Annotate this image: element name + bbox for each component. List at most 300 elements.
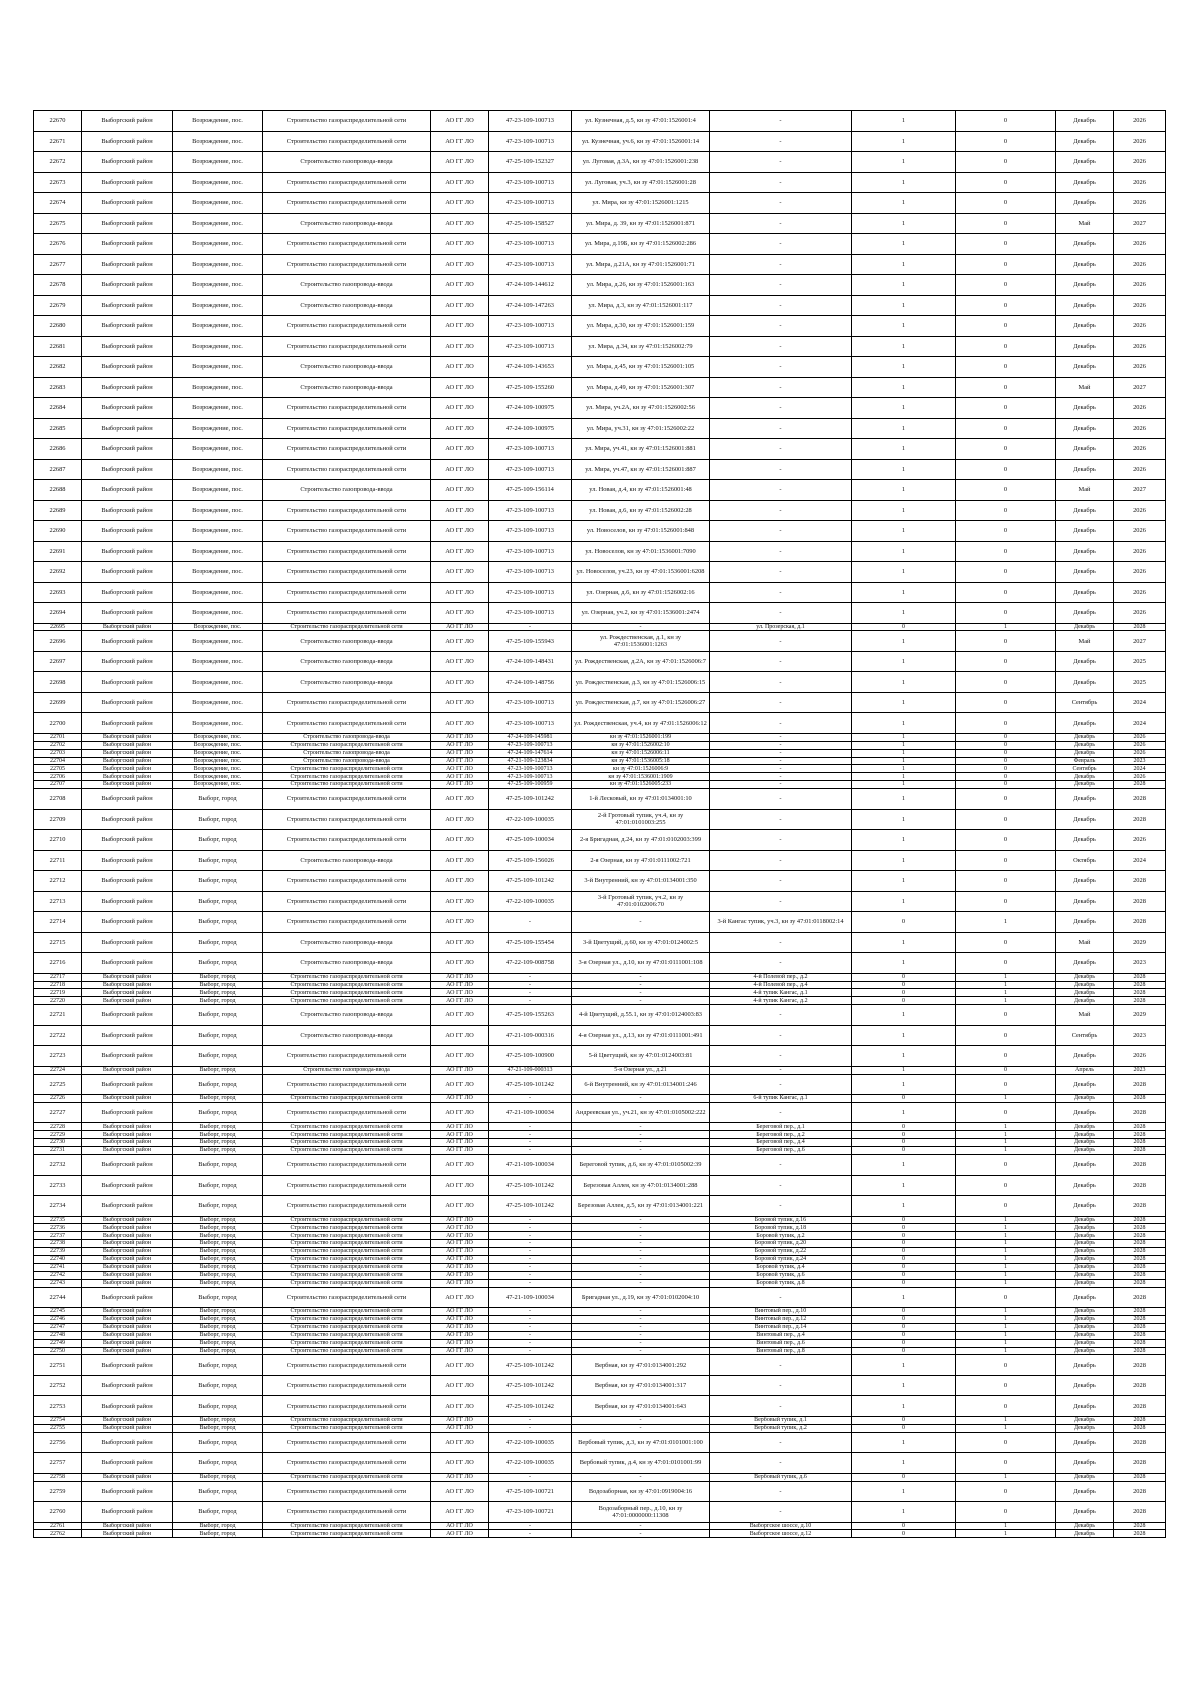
target-address-cell: 4-й тупик Кангас, д.1: [710, 989, 852, 997]
settlement-cell: Возрождение, пос.: [173, 131, 263, 152]
organization-cell: АО ГГ ЛО: [431, 1287, 489, 1308]
row-number: 22688: [34, 480, 82, 501]
work-type-cell: Строительство газораспределительной сети: [263, 234, 431, 255]
table-row: [34, 1355, 1166, 1376]
settlement-cell: Возрождение, пос.: [173, 773, 263, 781]
registration-number-cell: 47-24-109-148756: [489, 672, 572, 693]
work-type-cell: Строительство газораспределительной сети: [263, 830, 431, 851]
district-cell: Выборгский район: [82, 1416, 173, 1424]
row-number: 22694: [34, 603, 82, 624]
row-number: 22759: [34, 1481, 82, 1502]
work-type-cell: Строительство газораспределительной сети: [263, 1139, 431, 1147]
row-number: 22751: [34, 1355, 82, 1376]
district-cell: Выборгский район: [82, 1323, 173, 1331]
month-cell: Декабрь: [1056, 500, 1114, 521]
target-address-cell: 6-й тупик Кангас, д.1: [710, 1095, 852, 1103]
work-type-cell: Строительство газораспределительной сети: [263, 1102, 431, 1123]
row-number: 22698: [34, 672, 82, 693]
month-cell: Декабрь: [1056, 111, 1114, 132]
year-cell: 2028: [1114, 1287, 1166, 1308]
target-address-cell: -: [710, 1355, 852, 1376]
district-cell: Выборгский район: [82, 773, 173, 781]
month-cell: Декабрь: [1056, 562, 1114, 583]
work-type-cell: Строительство газораспределительной сети: [263, 193, 431, 214]
year-cell: 2028: [1114, 781, 1166, 789]
year-cell: 2028: [1114, 1473, 1166, 1481]
row-number: 22709: [34, 809, 82, 830]
flag-a-cell: 0: [852, 1271, 956, 1279]
registration-number-cell: -: [489, 1347, 572, 1355]
year-cell: 2028: [1114, 1147, 1166, 1155]
year-cell: 2028: [1114, 1355, 1166, 1376]
address-cadastral-cell: ул. Рождественская, д.1, кн зу 47:01:1536001:1263: [572, 631, 710, 652]
work-type-cell: Строительство газораспределительной сети: [263, 1347, 431, 1355]
row-number: 22719: [34, 989, 82, 997]
address-cadastral-cell: -: [572, 1248, 710, 1256]
flag-b-cell: 1: [956, 989, 1056, 997]
address-cadastral-cell: -: [572, 1240, 710, 1248]
table-row: [34, 152, 1166, 173]
settlement-cell: Выборг, город: [173, 1131, 263, 1139]
organization-cell: АО ГГ ЛО: [431, 1123, 489, 1131]
flag-a-cell: 1: [852, 152, 956, 173]
registration-number-cell: -: [489, 1263, 572, 1271]
flag-b-cell: 0: [956, 850, 1056, 871]
month-cell: Декабрь: [1056, 1139, 1114, 1147]
flag-b-cell: 1: [956, 1147, 1056, 1155]
registration-number-cell: 47-24-109-100975: [489, 418, 572, 439]
work-type-cell: Строительство газораспределительной сети: [263, 713, 431, 734]
target-address-cell: Боровой тупик, д.20: [710, 1240, 852, 1248]
target-address-cell: Вербовый тупик, д.2: [710, 1424, 852, 1432]
flag-b-cell: 0: [956, 1025, 1056, 1046]
district-cell: Выборгский район: [82, 1074, 173, 1095]
district-cell: Выборгский район: [82, 809, 173, 830]
flag-b-cell: 1: [956, 1315, 1056, 1323]
month-cell: Декабрь: [1056, 336, 1114, 357]
flag-b-cell: 0: [956, 773, 1056, 781]
work-type-cell: Строительство газораспределительной сети: [263, 1339, 431, 1347]
year-cell: 2024: [1114, 692, 1166, 713]
address-cadastral-cell: ул. Рождественская, д.2А, кн зу 47:01:1526006:7: [572, 651, 710, 672]
flag-a-cell: 0: [852, 1308, 956, 1316]
target-address-cell: -: [710, 295, 852, 316]
settlement-cell: Выборг, город: [173, 1102, 263, 1123]
work-type-cell: Строительство газораспределительной сети: [263, 398, 431, 419]
flag-b-cell: 1: [956, 1308, 1056, 1316]
year-cell: 2023: [1114, 757, 1166, 765]
flag-a-cell: 1: [852, 1005, 956, 1026]
flag-a-cell: 1: [852, 891, 956, 912]
district-cell: Выборгский район: [82, 1155, 173, 1176]
settlement-cell: Возрождение, пос.: [173, 234, 263, 255]
table-row: [34, 1255, 1166, 1263]
flag-a-cell: 0: [852, 1530, 956, 1538]
month-cell: Декабрь: [1056, 1432, 1114, 1453]
address-cadastral-cell: -: [572, 1530, 710, 1538]
settlement-cell: Выборг, город: [173, 989, 263, 997]
address-cadastral-cell: -: [572, 1216, 710, 1224]
table-row: [34, 1279, 1166, 1287]
work-type-cell: Строительство газопровода-ввода: [263, 631, 431, 652]
month-cell: Декабрь: [1056, 357, 1114, 378]
organization-cell: АО ГГ ЛО: [431, 1255, 489, 1263]
table-row: [34, 1196, 1166, 1217]
registration-number-cell: 47-24-109-147263: [489, 295, 572, 316]
target-address-cell: -: [710, 418, 852, 439]
flag-a-cell: 1: [852, 1432, 956, 1453]
address-cadastral-cell: ул. Мира, уч.47, кн зу 47:01:1526001:887: [572, 459, 710, 480]
settlement-cell: Выборг, город: [173, 1196, 263, 1217]
target-address-cell: -: [710, 603, 852, 624]
row-number: 22715: [34, 932, 82, 953]
address-cadastral-cell: 6-й Внутренний, кн зу 47:01:0134001:246: [572, 1074, 710, 1095]
year-cell: 2026: [1114, 275, 1166, 296]
registration-number-cell: 47-25-109-100959: [489, 781, 572, 789]
work-type-cell: Строительство газопровода-ввода: [263, 1066, 431, 1074]
flag-b-cell: 0: [956, 1502, 1056, 1523]
schedule-table: [33, 110, 1166, 1538]
settlement-cell: Выборг, город: [173, 1453, 263, 1474]
target-address-cell: Винтовый пер., д.6: [710, 1339, 852, 1347]
flag-a-cell: 1: [852, 275, 956, 296]
year-cell: 2028: [1114, 1323, 1166, 1331]
flag-a-cell: 1: [852, 1481, 956, 1502]
work-type-cell: Строительство газопровода-ввода: [263, 275, 431, 296]
table-row: [34, 981, 1166, 989]
district-cell: Выборгский район: [82, 1375, 173, 1396]
flag-b-cell: 0: [956, 891, 1056, 912]
month-cell: Декабрь: [1056, 418, 1114, 439]
year-cell: 2024: [1114, 713, 1166, 734]
settlement-cell: Выборг, город: [173, 789, 263, 810]
settlement-cell: Возрождение, пос.: [173, 172, 263, 193]
target-address-cell: -: [710, 521, 852, 542]
district-cell: Выборгский район: [82, 254, 173, 275]
organization-cell: АО ГГ ЛО: [431, 1248, 489, 1256]
year-cell: 2023: [1114, 1025, 1166, 1046]
table-row: [34, 765, 1166, 773]
district-cell: Выборгский район: [82, 989, 173, 997]
registration-number-cell: -: [489, 1271, 572, 1279]
flag-b-cell: 1: [956, 1224, 1056, 1232]
table-row: [34, 316, 1166, 337]
month-cell: Декабрь: [1056, 981, 1114, 989]
row-number: 22755: [34, 1424, 82, 1432]
work-type-cell: Строительство газопровода-ввода: [263, 953, 431, 974]
target-address-cell: -: [710, 1102, 852, 1123]
table-row: [34, 1175, 1166, 1196]
address-cadastral-cell: -: [572, 1263, 710, 1271]
work-type-cell: Строительство газораспределительной сети: [263, 809, 431, 830]
settlement-cell: Выборг, город: [173, 1530, 263, 1538]
registration-number-cell: -: [489, 1530, 572, 1538]
table-row: [34, 295, 1166, 316]
work-type-cell: Строительство газопровода-ввода: [263, 850, 431, 871]
registration-number-cell: 47-23-109-100713: [489, 692, 572, 713]
target-address-cell: -: [710, 1375, 852, 1396]
flag-b-cell: 0: [956, 871, 1056, 892]
district-cell: Выборгский район: [82, 336, 173, 357]
year-cell: 2026: [1114, 582, 1166, 603]
registration-number-cell: 47-25-109-156114: [489, 480, 572, 501]
work-type-cell: Строительство газопровода-ввода: [263, 152, 431, 173]
organization-cell: АО ГГ ЛО: [431, 234, 489, 255]
month-cell: Декабрь: [1056, 152, 1114, 173]
registration-number-cell: 47-25-109-100034: [489, 830, 572, 851]
settlement-cell: Возрождение, пос.: [173, 152, 263, 173]
flag-b-cell: 1: [956, 1530, 1056, 1538]
row-number: 22762: [34, 1530, 82, 1538]
organization-cell: АО ГГ ЛО: [431, 1432, 489, 1453]
address-cadastral-cell: Водозаборный пер., д.10, кн зу 47:01:0000000:11308: [572, 1502, 710, 1523]
row-number: 22741: [34, 1263, 82, 1271]
settlement-cell: Выборг, город: [173, 997, 263, 1005]
target-address-cell: Боровой тупик, д.4: [710, 1263, 852, 1271]
month-cell: Май: [1056, 377, 1114, 398]
flag-a-cell: 1: [852, 830, 956, 851]
settlement-cell: Выборг, город: [173, 1279, 263, 1287]
target-address-cell: -: [710, 765, 852, 773]
table-row: [34, 1248, 1166, 1256]
table-row: [34, 1005, 1166, 1026]
work-type-cell: Строительство газораспределительной сети: [263, 562, 431, 583]
flag-a-cell: 1: [852, 603, 956, 624]
address-cadastral-cell: ул. Мира, д. 39, кн зу 47:01:1526001:871: [572, 213, 710, 234]
organization-cell: АО ГГ ЛО: [431, 989, 489, 997]
settlement-cell: Выборг, город: [173, 1323, 263, 1331]
row-number: 22706: [34, 773, 82, 781]
month-cell: Декабрь: [1056, 1123, 1114, 1131]
district-cell: Выборгский район: [82, 603, 173, 624]
address-cadastral-cell: ул. Кузнечная, уч.6, кн зу 47:01:1526001:14: [572, 131, 710, 152]
flag-b-cell: 0: [956, 1287, 1056, 1308]
work-type-cell: Строительство газораспределительной сети: [263, 418, 431, 439]
settlement-cell: Возрождение, пос.: [173, 713, 263, 734]
target-address-cell: Береговой пер., д.2: [710, 1131, 852, 1139]
flag-a-cell: 1: [852, 651, 956, 672]
flag-b-cell: 1: [956, 997, 1056, 1005]
registration-number-cell: -: [489, 1216, 572, 1224]
row-number: 22676: [34, 234, 82, 255]
address-cadastral-cell: -: [572, 1131, 710, 1139]
settlement-cell: Выборг, город: [173, 973, 263, 981]
flag-a-cell: 0: [852, 989, 956, 997]
work-type-cell: Строительство газораспределительной сети: [263, 316, 431, 337]
flag-b-cell: 1: [956, 1240, 1056, 1248]
organization-cell: АО ГГ ЛО: [431, 932, 489, 953]
row-number: 22671: [34, 131, 82, 152]
address-cadastral-cell: -: [572, 1424, 710, 1432]
flag-a-cell: 1: [852, 316, 956, 337]
address-cadastral-cell: -: [572, 1347, 710, 1355]
work-type-cell: Строительство газораспределительной сети: [263, 1481, 431, 1502]
district-cell: Выборгский район: [82, 1255, 173, 1263]
registration-number-cell: 47-23-109-100713: [489, 603, 572, 624]
year-cell: 2025: [1114, 651, 1166, 672]
month-cell: Декабрь: [1056, 316, 1114, 337]
year-cell: 2028: [1114, 1279, 1166, 1287]
work-type-cell: Строительство газораспределительной сети: [263, 891, 431, 912]
registration-number-cell: 47-23-109-100713: [489, 500, 572, 521]
row-number: 22731: [34, 1147, 82, 1155]
target-address-cell: -: [710, 733, 852, 741]
month-cell: Апрель: [1056, 1066, 1114, 1074]
row-number: 22740: [34, 1255, 82, 1263]
target-address-cell: Винтовый пер., д.4: [710, 1331, 852, 1339]
address-cadastral-cell: Вербная, кн зу 47:01:0134001:292: [572, 1355, 710, 1376]
organization-cell: АО ГГ ЛО: [431, 912, 489, 933]
organization-cell: АО ГГ ЛО: [431, 757, 489, 765]
organization-cell: АО ГГ ЛО: [431, 651, 489, 672]
target-address-cell: Вербовый тупик, д.1: [710, 1416, 852, 1424]
target-address-cell: -: [710, 111, 852, 132]
flag-a-cell: 1: [852, 749, 956, 757]
registration-number-cell: -: [489, 1248, 572, 1256]
row-number: 22728: [34, 1123, 82, 1131]
flag-a-cell: 1: [852, 254, 956, 275]
year-cell: 2028: [1114, 1375, 1166, 1396]
settlement-cell: Выборг, город: [173, 1308, 263, 1316]
year-cell: 2028: [1114, 1315, 1166, 1323]
settlement-cell: Выборг, город: [173, 850, 263, 871]
settlement-cell: Возрождение, пос.: [173, 765, 263, 773]
year-cell: 2026: [1114, 500, 1166, 521]
district-cell: Выборгский район: [82, 1315, 173, 1323]
row-number: 22677: [34, 254, 82, 275]
settlement-cell: Выборг, город: [173, 1074, 263, 1095]
row-number: 22743: [34, 1279, 82, 1287]
settlement-cell: Выборг, город: [173, 953, 263, 974]
flag-a-cell: 1: [852, 789, 956, 810]
organization-cell: АО ГГ ЛО: [431, 850, 489, 871]
month-cell: Декабрь: [1056, 398, 1114, 419]
target-address-cell: -: [710, 459, 852, 480]
registration-number-cell: 47-23-109-100713: [489, 316, 572, 337]
row-number: 22713: [34, 891, 82, 912]
year-cell: 2028: [1114, 989, 1166, 997]
month-cell: Декабрь: [1056, 1155, 1114, 1176]
settlement-cell: Выборг, город: [173, 932, 263, 953]
flag-b-cell: 0: [956, 1355, 1056, 1376]
year-cell: 2029: [1114, 932, 1166, 953]
work-type-cell: Строительство газораспределительной сети: [263, 500, 431, 521]
table-row: [34, 1339, 1166, 1347]
work-type-cell: Строительство газораспределительной сети: [263, 1248, 431, 1256]
year-cell: 2027: [1114, 377, 1166, 398]
work-type-cell: Строительство газораспределительной сети: [263, 459, 431, 480]
month-cell: Май: [1056, 631, 1114, 652]
gasification-schedule-sheet: [33, 110, 1165, 1538]
registration-number-cell: -: [489, 1240, 572, 1248]
flag-b-cell: 1: [956, 912, 1056, 933]
month-cell: Декабрь: [1056, 623, 1114, 631]
flag-b-cell: 1: [956, 1522, 1056, 1530]
organization-cell: АО ГГ ЛО: [431, 1263, 489, 1271]
flag-a-cell: 1: [852, 131, 956, 152]
address-cadastral-cell: -: [572, 1279, 710, 1287]
district-cell: Выборгский район: [82, 418, 173, 439]
address-cadastral-cell: Березовая Аллея, кн зу 47:01:0134001:288: [572, 1175, 710, 1196]
year-cell: 2028: [1114, 1240, 1166, 1248]
organization-cell: АО ГГ ЛО: [431, 336, 489, 357]
settlement-cell: Возрождение, пос.: [173, 480, 263, 501]
target-address-cell: -: [710, 398, 852, 419]
target-address-cell: -: [710, 254, 852, 275]
flag-b-cell: 0: [956, 757, 1056, 765]
settlement-cell: Выборг, город: [173, 1502, 263, 1523]
district-cell: Выборгский район: [82, 1396, 173, 1417]
table-row: [34, 1263, 1166, 1271]
month-cell: Декабрь: [1056, 1416, 1114, 1424]
address-cadastral-cell: -: [572, 1224, 710, 1232]
target-address-cell: -: [710, 131, 852, 152]
district-cell: Выборгский район: [82, 891, 173, 912]
flag-a-cell: 0: [852, 1224, 956, 1232]
organization-cell: АО ГГ ЛО: [431, 275, 489, 296]
month-cell: Декабрь: [1056, 1453, 1114, 1474]
table-row: [34, 623, 1166, 631]
settlement-cell: Выборг, город: [173, 1355, 263, 1376]
district-cell: Выборгский район: [82, 357, 173, 378]
flag-a-cell: 0: [852, 1323, 956, 1331]
flag-b-cell: 0: [956, 377, 1056, 398]
registration-number-cell: 47-25-109-101242: [489, 1396, 572, 1417]
flag-a-cell: 1: [852, 741, 956, 749]
flag-a-cell: 0: [852, 623, 956, 631]
organization-cell: АО ГГ ЛО: [431, 623, 489, 631]
flag-b-cell: 0: [956, 1155, 1056, 1176]
flag-a-cell: 0: [852, 973, 956, 981]
registration-number-cell: 47-23-109-100713: [489, 172, 572, 193]
address-cadastral-cell: ул. Рождественская, уч.4, кн зу 47:01:1526006:12: [572, 713, 710, 734]
address-cadastral-cell: кн зу 47:01:1536001:1909: [572, 773, 710, 781]
work-type-cell: Строительство газопровода-ввода: [263, 932, 431, 953]
flag-b-cell: 0: [956, 439, 1056, 460]
organization-cell: АО ГГ ЛО: [431, 1396, 489, 1417]
month-cell: Декабрь: [1056, 1481, 1114, 1502]
settlement-cell: Выборг, город: [173, 830, 263, 851]
settlement-cell: Возрождение, пос.: [173, 733, 263, 741]
settlement-cell: Выборг, город: [173, 1432, 263, 1453]
flag-a-cell: 0: [852, 1232, 956, 1240]
work-type-cell: Строительство газораспределительной сети: [263, 254, 431, 275]
organization-cell: АО ГГ ЛО: [431, 172, 489, 193]
settlement-cell: Возрождение, пос.: [173, 692, 263, 713]
address-cadastral-cell: ул. Кузнечная, д.5, кн зу 47:01:1526001:4: [572, 111, 710, 132]
district-cell: Выборгский район: [82, 480, 173, 501]
work-type-cell: Строительство газораспределительной сети: [263, 1240, 431, 1248]
settlement-cell: Возрождение, пос.: [173, 275, 263, 296]
row-number: 22749: [34, 1339, 82, 1347]
settlement-cell: Выборг, город: [173, 1224, 263, 1232]
table-row: [34, 672, 1166, 693]
settlement-cell: Выборг, город: [173, 1046, 263, 1067]
registration-number-cell: 47-23-109-100713: [489, 234, 572, 255]
month-cell: Декабрь: [1056, 749, 1114, 757]
target-address-cell: Боровой тупик, д.2: [710, 1232, 852, 1240]
flag-a-cell: 1: [852, 672, 956, 693]
address-cadastral-cell: ул. Новоселов, уч.23, кн зу 47:01:1536001:6208: [572, 562, 710, 583]
registration-number-cell: -: [489, 1331, 572, 1339]
organization-cell: АО ГГ ЛО: [431, 871, 489, 892]
flag-b-cell: 0: [956, 1196, 1056, 1217]
address-cadastral-cell: ул. Новая, д.4, кн зу 47:01:1526001:48: [572, 480, 710, 501]
registration-number-cell: -: [489, 1139, 572, 1147]
table-row: [34, 500, 1166, 521]
address-cadastral-cell: -: [572, 623, 710, 631]
district-cell: Выборгский район: [82, 830, 173, 851]
